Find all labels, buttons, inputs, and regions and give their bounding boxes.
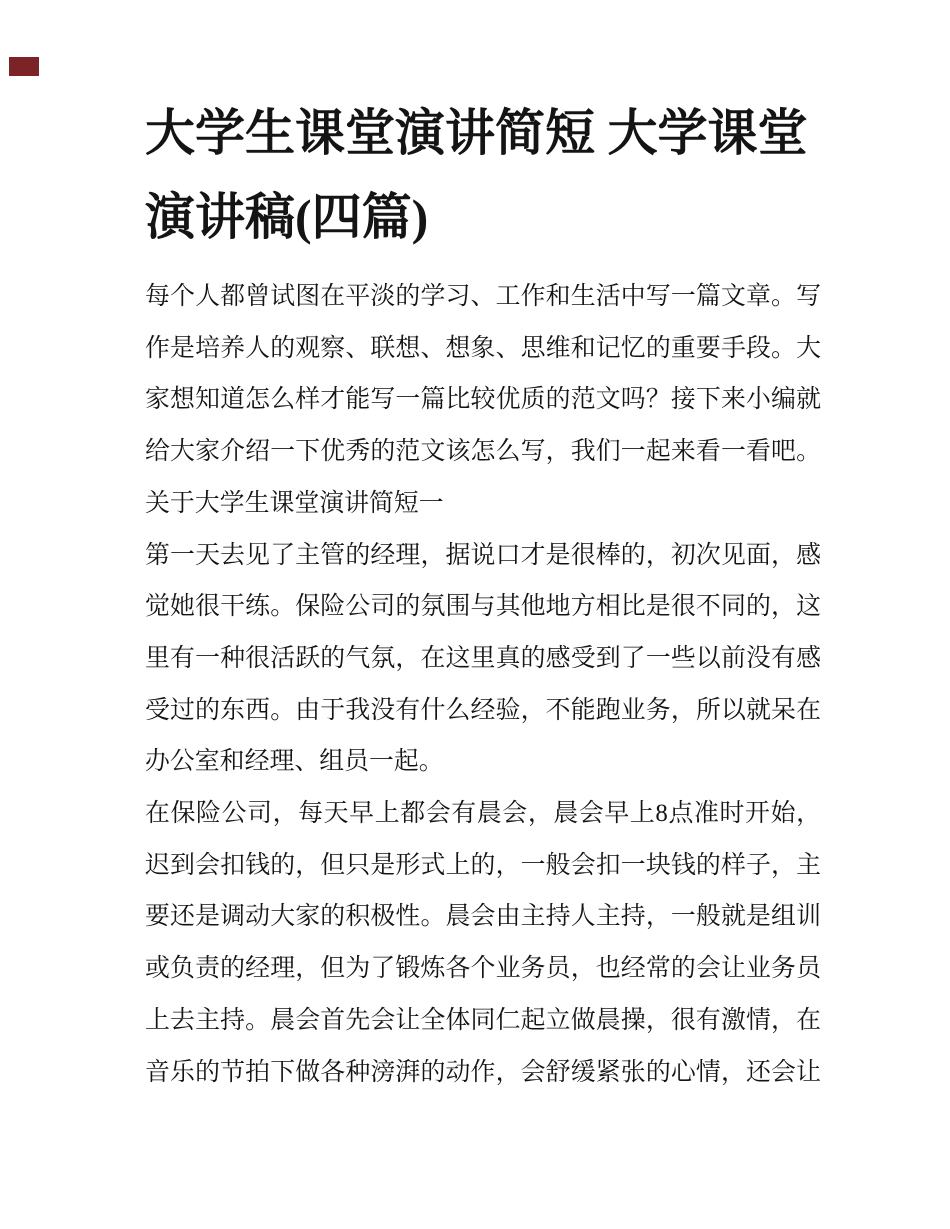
body-text [145, 271, 821, 1098]
text-line: 家想知道怎么样才能写一篇比较优质的范文吗？接下来小编就 [145, 386, 821, 414]
text-line: 作是培养人的观察、联想、想象、思维和记忆的重要手段。大 [145, 334, 821, 362]
document-content [145, 91, 821, 1098]
text-line: 给大家介绍一下优秀的范文该怎么写，我们一起来看一看吧。 [145, 438, 821, 466]
text-line: 在保险公司，每天早上都会有晨会，晨会早上8点准时开始， [145, 800, 821, 828]
text-line: 办公室和经理、组员一起。 [145, 748, 444, 776]
text-line: 受过的东西。由于我没有什么经验，不能跑业务，所以就呆在 [145, 696, 821, 724]
page-title-line-2: 演讲稿(四篇) [145, 189, 429, 245]
page-title [145, 91, 821, 259]
text-line: 每个人都曾试图在平淡的学习、工作和生活中写一篇文章。写 [145, 283, 821, 310]
text-line: 音乐的节拍下做各种滂湃的动作，会舒缓紧张的心情，还会让 [145, 1058, 821, 1086]
text-line: 要还是调动大家的积极性。晨会由主持人主持，一般就是组训 [145, 903, 821, 931]
text-line: 觉她很干练。保险公司的氛围与其他地方相比是很不同的，这 [145, 593, 821, 621]
page-marker [9, 57, 39, 76]
page-title-line-1: 大学生课堂演讲简短 大学课堂 [145, 105, 808, 161]
text-line: 上去主持。晨会首先会让全体同仁起立做晨操，很有激情，在 [145, 1006, 821, 1034]
text-line: 第一天去见了主管的经理，据说口才是很棒的，初次见面，感 [145, 541, 821, 569]
text-line: 或负责的经理，但为了锻炼各个业务员，也经常的会让业务员 [145, 955, 821, 983]
text-line: 关于大学生课堂演讲简短一 [145, 489, 444, 517]
text-line: 里有一种很活跃的气氛，在这里真的感受到了一些以前没有感 [145, 644, 821, 672]
text-line: 迟到会扣钱的，但只是形式上的，一般会扣一块钱的样子，主 [145, 851, 821, 879]
